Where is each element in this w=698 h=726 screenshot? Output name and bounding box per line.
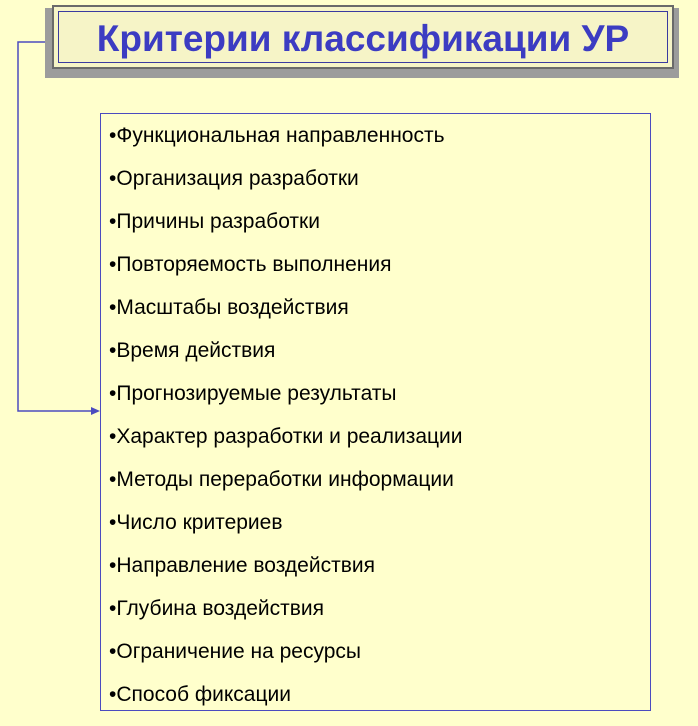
- criteria-label: Направление воздействия: [116, 554, 375, 577]
- bullet-icon: •: [109, 511, 117, 534]
- criteria-item: [109, 286, 463, 329]
- criteria-label: Способ фиксации: [116, 683, 291, 706]
- criteria-item: [109, 157, 463, 200]
- criteria-label: Методы переработки информации: [116, 468, 454, 491]
- connector-line: [18, 42, 92, 411]
- bullet-icon: •: [109, 597, 117, 620]
- criteria-item: [109, 501, 463, 544]
- bullet-icon: •: [109, 210, 117, 233]
- criteria-item: [109, 544, 463, 587]
- criteria-item: [109, 243, 463, 286]
- criteria-list: [109, 114, 463, 716]
- criteria-label: Характер разработки и реализации: [116, 425, 463, 448]
- criteria-box: [100, 113, 651, 711]
- criteria-label: Глубина воздействия: [116, 597, 324, 620]
- criteria-item: [109, 630, 463, 673]
- page-title: Критерии классификации УР: [96, 18, 630, 59]
- criteria-item: [109, 372, 463, 415]
- bullet-icon: •: [109, 554, 117, 577]
- bullet-icon: •: [109, 253, 117, 276]
- bullet-icon: •: [109, 683, 117, 706]
- criteria-label: Функциональная направленность: [116, 124, 445, 147]
- criteria-label: Масштабы воздействия: [116, 296, 349, 319]
- criteria-item: [109, 587, 463, 630]
- bullet-icon: •: [109, 468, 117, 491]
- criteria-item: [109, 415, 463, 458]
- criteria-label: Ограничение на ресурсы: [116, 640, 362, 663]
- criteria-item: [109, 458, 463, 501]
- criteria-item: [109, 200, 463, 243]
- bullet-icon: •: [109, 296, 117, 319]
- criteria-label: Число критериев: [116, 511, 283, 534]
- criteria-label: Повторяемость выполнения: [116, 253, 392, 276]
- criteria-label: Причины разработки: [116, 210, 320, 233]
- criteria-label: Организация разработки: [116, 167, 359, 190]
- bullet-icon: •: [109, 124, 117, 147]
- criteria-label: Прогнозируемые результаты: [116, 382, 397, 405]
- bullet-icon: •: [109, 339, 117, 362]
- bullet-icon: •: [109, 382, 117, 405]
- bullet-icon: •: [109, 425, 117, 448]
- arrowhead-icon: [91, 407, 100, 415]
- criteria-item: [109, 673, 463, 716]
- criteria-item: [109, 114, 463, 157]
- criteria-item: [109, 329, 463, 372]
- bullet-icon: •: [109, 640, 117, 663]
- bullet-icon: •: [109, 167, 117, 190]
- criteria-label: Время действия: [116, 339, 276, 362]
